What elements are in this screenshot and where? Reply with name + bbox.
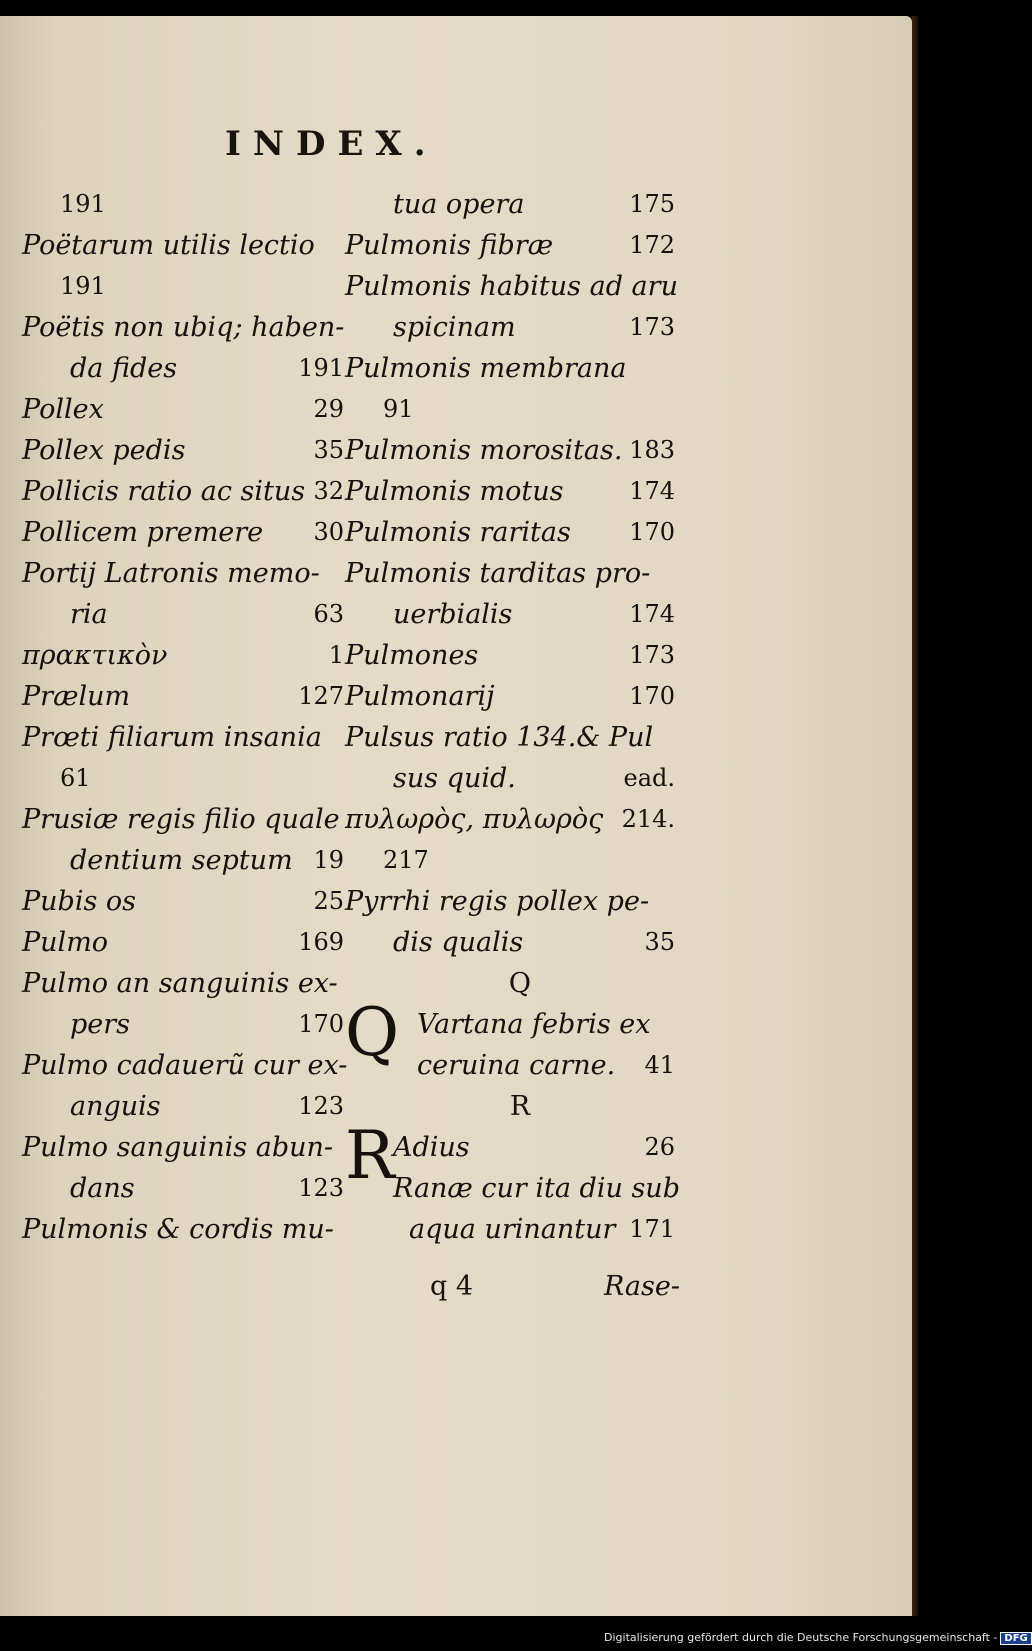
entry-page-number: 171 <box>629 1215 675 1243</box>
entry-text: πρακτικὸν <box>22 640 168 671</box>
entry-page-number: 191 <box>298 354 344 382</box>
index-entry <box>22 717 344 758</box>
entry-text: anguis <box>70 1091 161 1122</box>
index-entry <box>345 799 675 840</box>
entry-page-number: 175 <box>629 190 675 218</box>
entry-text: Pulmo cadauerũ cur ex- <box>22 1050 348 1081</box>
index-entry <box>22 594 344 635</box>
entry-page-number: 123 <box>298 1092 344 1120</box>
entry-page-number: 1 <box>328 641 344 669</box>
entry-page-number: 26 <box>644 1133 675 1161</box>
entry-page-number: 173 <box>629 641 675 669</box>
index-entry <box>345 594 675 635</box>
entry-text: Adius <box>393 1132 470 1163</box>
entry-page-number: ead. <box>623 764 675 792</box>
entry-text: Pollex pedis <box>22 435 186 466</box>
entry-text: Pollicem premere <box>22 517 264 548</box>
entry-text: Poëtarum utilis lectio <box>22 230 315 261</box>
index-entry <box>345 635 675 676</box>
index-entry <box>22 225 344 266</box>
index-entry <box>22 471 344 512</box>
dfg-logo: DFG <box>1000 1632 1031 1645</box>
page-title: INDEX. <box>225 124 438 164</box>
index-entry <box>22 1127 344 1168</box>
index-entry <box>22 266 344 307</box>
entry-text: da fides <box>70 353 178 384</box>
entry-page-number: 25 <box>313 887 344 915</box>
entry-page-number: 172 <box>629 231 675 259</box>
entry-page-number: 32 <box>313 477 344 505</box>
entry-text: uerbialis <box>393 599 513 630</box>
section-letter-r: R <box>509 1091 531 1122</box>
entry-page-number: 174 <box>629 477 675 505</box>
index-entry <box>345 676 675 717</box>
entry-text: 91 <box>383 395 414 423</box>
entry-page-number: 35 <box>644 928 675 956</box>
index-entry <box>345 225 675 266</box>
catchword: Rase- <box>603 1271 680 1302</box>
entry-text: Pulmones <box>345 640 479 671</box>
entry-page-number: 30 <box>313 518 344 546</box>
index-entry <box>22 676 344 717</box>
entry-text: Pulmonis tarditas pro- <box>345 558 651 589</box>
index-entry <box>22 1168 344 1209</box>
entry-page-number: 123 <box>298 1174 344 1202</box>
index-entry <box>345 717 675 758</box>
entry-page-number: 170 <box>629 518 675 546</box>
entry-page-number: 170 <box>298 1010 344 1038</box>
index-entry <box>345 471 675 512</box>
entry-text: sus quid. <box>393 763 516 794</box>
entry-text: Pulmo sanguinis abun- <box>22 1132 334 1163</box>
index-entry <box>22 348 344 389</box>
index-entry <box>22 635 344 676</box>
book-page <box>0 16 912 1616</box>
index-entry <box>345 1168 680 1209</box>
entry-text: tua opera <box>393 189 525 220</box>
index-entry <box>22 307 344 348</box>
entry-text: dentium septum <box>70 845 293 876</box>
index-entry <box>345 881 675 922</box>
entry-text: spicinam <box>393 312 516 343</box>
index-entry <box>22 1209 344 1250</box>
index-entry <box>345 184 675 225</box>
index-entry <box>345 553 675 594</box>
entry-page-number: 214. <box>621 805 675 833</box>
entry-page-number: 29 <box>313 395 344 423</box>
index-entry <box>22 1045 348 1086</box>
entry-page-number: 169 <box>298 928 344 956</box>
index-entry <box>345 922 675 963</box>
entry-page-number: 35 <box>313 436 344 464</box>
entry-text: Pulmo an sanguinis ex- <box>22 968 338 999</box>
credit-text: Digitalisierung gefördert durch die Deutsche Forschungsgemeinschaft - <box>604 1631 998 1644</box>
entry-page-number: 19 <box>313 846 344 874</box>
index-entry <box>22 553 344 594</box>
index-entry <box>22 758 344 799</box>
index-entry <box>345 1209 675 1250</box>
index-entry <box>22 881 344 922</box>
index-entry <box>345 266 678 307</box>
entry-text: Portij Latronis memo- <box>22 558 320 589</box>
index-entry <box>22 799 344 840</box>
entry-text: pers <box>70 1009 131 1040</box>
entry-text: Prusiæ regis filio quale <box>22 804 340 835</box>
entry-text: Pulmonis raritas <box>345 517 571 548</box>
index-entry <box>345 348 675 389</box>
entry-text: Pulmonis fibræ <box>345 230 554 261</box>
index-entry <box>22 840 344 881</box>
entry-text: dans <box>70 1173 135 1204</box>
index-entry <box>345 307 675 348</box>
entry-text: Pulmonis morositas. <box>345 435 623 466</box>
index-entry <box>345 1045 675 1086</box>
section-r <box>345 1117 680 1250</box>
drop-initial-r: R <box>345 1117 395 1194</box>
entry-text: Pulmonis & cordis mu- <box>22 1214 334 1245</box>
entry-text: Pulmonarij <box>345 681 495 712</box>
entry-text: Prælum <box>22 681 131 712</box>
entry-text: πυλωρὸς, πυλωρὸς <box>345 804 604 835</box>
entry-text: 217 <box>383 846 429 874</box>
entry-text: ceruina carne. <box>417 1050 616 1081</box>
entry-page-number: 173 <box>629 313 675 341</box>
index-entry <box>345 1127 675 1168</box>
entry-text: Pollicis ratio ac situs <box>22 476 306 507</box>
digitization-credit <box>604 1631 1028 1649</box>
entry-text: Pulsus ratio 134.& Pul <box>345 722 654 753</box>
index-entry <box>22 430 344 471</box>
index-column-left <box>22 184 348 1250</box>
entry-page-number: 41 <box>644 1051 675 1079</box>
entry-text: Prœti filiarum insania <box>22 722 322 753</box>
index-column-right <box>345 184 680 1250</box>
catchline <box>430 1271 680 1311</box>
entry-text: aqua urinantur <box>409 1214 616 1245</box>
index-entry <box>22 512 344 553</box>
entry-text: Poëtis non ubiq; haben- <box>22 312 345 343</box>
page-edge <box>912 16 918 1616</box>
section-letter-q: Q <box>508 968 532 999</box>
drop-initial-q: Q <box>345 994 400 1071</box>
index-entry <box>22 963 344 1004</box>
index-entry <box>22 184 344 225</box>
index-entry <box>22 922 344 963</box>
entry-text: dis qualis <box>393 927 524 958</box>
entry-page-number: 170 <box>629 682 675 710</box>
index-entry <box>345 512 675 553</box>
signature-mark: q 4 <box>430 1271 474 1302</box>
entry-text: 61 <box>60 764 91 792</box>
entry-text: Pollex <box>22 394 104 425</box>
index-entry <box>345 840 675 881</box>
index-entry <box>345 389 675 430</box>
index-entry <box>22 389 344 430</box>
entry-text: Pulmo <box>22 927 109 958</box>
entry-text: Pulmonis habitus ad aru <box>345 271 678 302</box>
index-entry <box>345 758 675 799</box>
entry-text: Pulmonis membrana <box>345 353 627 384</box>
entry-text: 191 <box>60 190 106 218</box>
entry-text: Pyrrhi regis pollex pe- <box>345 886 650 917</box>
index-entry <box>22 1086 344 1127</box>
entry-page-number: 63 <box>313 600 344 628</box>
entry-text: Ranæ cur ita diu sub <box>393 1173 680 1204</box>
entry-text: ria <box>70 599 108 630</box>
entry-text: Pulmonis motus <box>345 476 564 507</box>
entry-text: 191 <box>60 272 106 300</box>
index-entry <box>345 430 675 471</box>
index-entry <box>345 1004 675 1045</box>
section-q <box>345 994 675 1086</box>
entry-page-number: 127 <box>298 682 344 710</box>
entry-page-number: 174 <box>629 600 675 628</box>
entry-page-number: 183 <box>629 436 675 464</box>
entry-text: Vartana febris ex <box>417 1009 651 1040</box>
index-column-right-entries <box>345 184 678 963</box>
entry-text: Pubis os <box>22 886 137 917</box>
index-entry <box>22 1004 344 1045</box>
